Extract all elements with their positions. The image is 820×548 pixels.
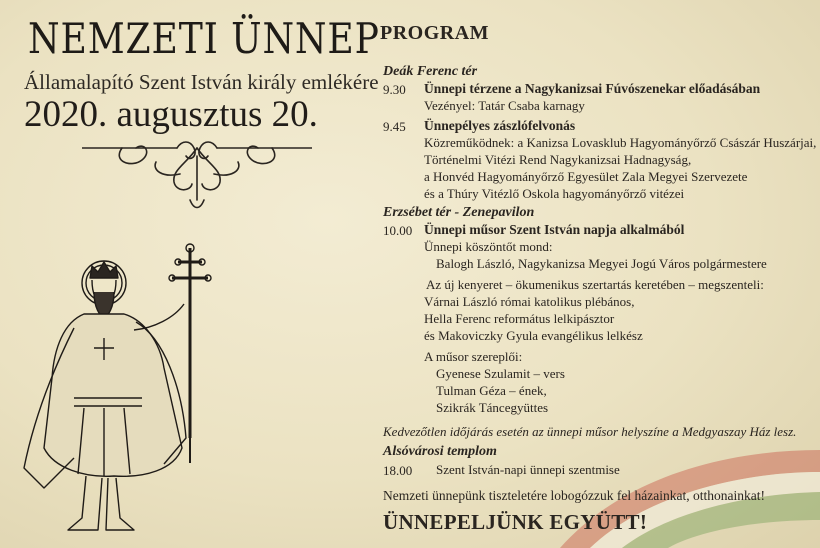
left-panel [0, 0, 380, 548]
blessing-line: és Makoviczky Gyula evangélikus lelkész [424, 328, 643, 343]
performer-item: Tulman Géza – ének, [436, 383, 547, 398]
blessing-line: Várnai László római katolikus plébános, [424, 294, 635, 309]
program-panel [380, 0, 820, 548]
performers-label: A műsor szereplői: [424, 349, 523, 364]
flag-call: Nemzeti ünnepünk tiszteletére lobogózzuk fel házainkat, otthonainkat! [383, 488, 765, 503]
event-date: 2020. augusztus 20. [24, 94, 318, 135]
greeting-person: Balogh László, Nagykanizsa Megyei Jogú Város polgármestere [436, 256, 767, 271]
performer-item: Gyenese Szulamit – vers [436, 366, 565, 381]
weather-note: Kedvezőtlen időjárás esetén az ünnepi műsor helyszíne a Medgyaszay Ház lesz. [383, 424, 797, 439]
page-subtitle: Államalapító Szent István király emlékére [24, 70, 379, 94]
event-title: Szent István-napi ünnepi szentmise [436, 462, 620, 477]
section-location-alsovarosi: Alsóvárosi templom [383, 444, 497, 459]
greeting-label: Ünnepi köszöntőt mond: [424, 239, 553, 254]
blessing-line: Hella Ferenc református lelkipásztor [424, 311, 615, 326]
section-location-erzsebet: Erzsébet tér - Zenepavilon [383, 205, 535, 220]
event-time: 18.00 [383, 463, 413, 478]
event-time: 9.45 [383, 119, 406, 134]
closing-slogan: ÜNNEPELJÜNK EGYÜTT! [383, 510, 648, 534]
event-title: Ünnepi térzene a Nagykanizsai Fúvószenekar előadásában [424, 81, 761, 96]
page-title: NEMZETI ÜNNEP [28, 14, 380, 63]
section-location-deak: Deák Ferenc tér [383, 64, 478, 79]
event-detail: Közreműködnek: a Kanizsa Lovasklub Hagyományőrző Császár Huszárjai, [424, 135, 817, 150]
event-title: Ünnepélyes zászlófelvonás [424, 118, 576, 133]
blessing-line: Az új kenyeret – ökumenikus szertartás keretében – megszenteli: [426, 277, 764, 292]
event-detail: Történelmi Vitézi Rend Nagykanizsai Hadnagyság, [424, 152, 692, 167]
event-detail: Vezényel: Tatár Csaba karnagy [424, 98, 585, 113]
event-title: Ünnepi műsor Szent István napja alkalmából [424, 222, 685, 237]
event-time: 10.00 [383, 223, 413, 238]
flourish-divider-icon [82, 138, 312, 218]
event-detail: a Honvéd Hagyományőrző Egyesület Zala Megyei Szervezete [424, 169, 748, 184]
event-time: 9.30 [383, 82, 406, 97]
saint-stephen-illustration [14, 238, 214, 538]
event-detail: és a Thúry Vitézlő Oskola hagyományőrző vitézei [424, 186, 685, 201]
performer-item: Szikrák Táncegyüttes [436, 400, 549, 415]
program-heading: PROGRAM [380, 22, 490, 44]
